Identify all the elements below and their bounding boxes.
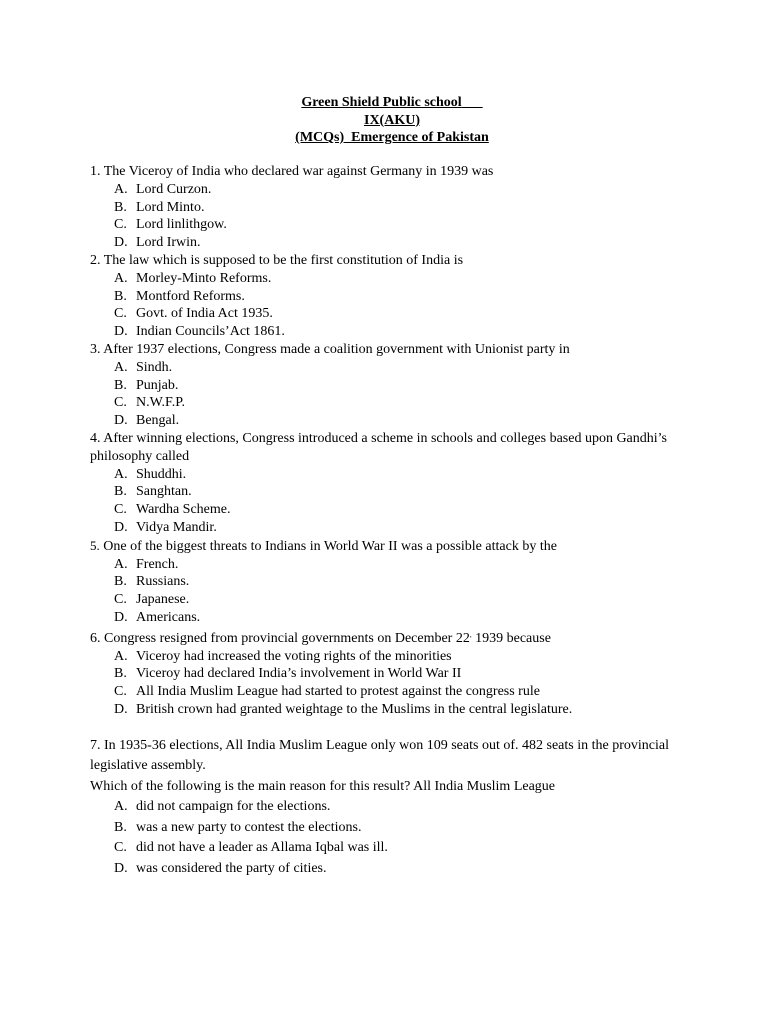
option-list <box>90 648 690 719</box>
option-d: D. Indian Councils’Act 1861. <box>114 324 285 340</box>
question-stem: 6. Congress resigned from provincial governments on December 22, 1939 because <box>90 630 551 646</box>
question-5 <box>90 537 690 627</box>
option-c: C. Wardha Scheme. <box>114 502 231 518</box>
option-c: C. Lord linlithgow. <box>114 217 227 233</box>
option-b: B. Sanghtan. <box>114 484 192 500</box>
option-a: A. Morley-Minto Reforms. <box>114 270 272 286</box>
option-a: A. did not campaign for the elections. <box>114 799 331 815</box>
question-stem: 1. The Viceroy of India who declared war against Germany in 1939 was <box>90 164 494 179</box>
option-d: D. Lord Irwin. <box>114 235 201 251</box>
option-d: D. Vidya Mandir. <box>114 519 217 535</box>
question-stem: 2. The law which is supposed to be the first constitution of India is <box>90 252 464 268</box>
subject-title: (MCQs) Emergence of Pakistan <box>295 130 489 145</box>
option-b: B. Viceroy had declared India’s involvement in World War II <box>114 666 462 682</box>
question-7 <box>90 736 690 880</box>
question-stem: 5. One of the biggest threats to Indians in World War II was a possible attack by the <box>90 537 557 554</box>
option-a: A. Viceroy had increased the voting rights of the minorities <box>114 648 452 664</box>
option-a: A. French. <box>114 556 179 572</box>
option-d: D. was considered the party of cities. <box>114 860 327 876</box>
option-a: A. Shuddhi. <box>114 466 187 482</box>
option-b: B. Punjab. <box>114 377 179 393</box>
option-list <box>90 797 690 879</box>
question-6 <box>90 627 690 719</box>
question-stem-followup: Which of the following is the main reason for this result? All India Muslim League <box>90 778 556 794</box>
option-list <box>90 181 690 252</box>
question-stem: 3. After 1937 elections, Congress made a coalition government with Unionist party in <box>90 341 570 357</box>
question-3 <box>90 341 690 430</box>
class-name: IX(AKU) <box>364 112 420 128</box>
question-stem: 4. After winning elections, Congress introduced a scheme in schools and colleges based upon Gandhi’s philosophy called <box>90 430 667 464</box>
option-list <box>90 359 690 430</box>
document-header <box>0 94 768 147</box>
option-d: D. Americans. <box>114 609 201 625</box>
option-b: B. Russians. <box>114 574 190 590</box>
option-c: C. Japanese. <box>114 592 190 608</box>
option-b: B. was a new party to contest the elections. <box>114 819 362 835</box>
option-list <box>90 556 690 627</box>
option-c: C. All India Muslim League had started to protest against the congress rule <box>114 684 540 700</box>
option-list <box>90 270 690 341</box>
option-b: B. Montford Reforms. <box>114 288 245 304</box>
question-4 <box>90 430 690 537</box>
school-name: Green Shield Public school <box>301 95 462 110</box>
question-2 <box>90 252 690 341</box>
option-d: D. Bengal. <box>114 413 180 429</box>
question-stem: 7. In 1935-36 elections, All India Muslim League only won 109 seats out of. 482 seats in the provincial legislative assembly. <box>90 737 669 774</box>
questions-list <box>90 163 690 879</box>
option-list <box>90 466 690 537</box>
option-c: C. N.W.F.P. <box>114 395 185 411</box>
option-d: D. British crown had granted weightage to the Muslims in the central legislature. <box>114 701 573 717</box>
option-a: A. Sindh. <box>114 359 173 375</box>
question-1 <box>90 163 690 252</box>
option-c: C. did not have a leader as Allama Iqbal was ill. <box>114 840 388 856</box>
option-c: C. Govt. of India Act 1935. <box>114 306 273 322</box>
option-b: B. Lord Minto. <box>114 199 205 215</box>
option-a: A. Lord Curzon. <box>114 181 212 197</box>
